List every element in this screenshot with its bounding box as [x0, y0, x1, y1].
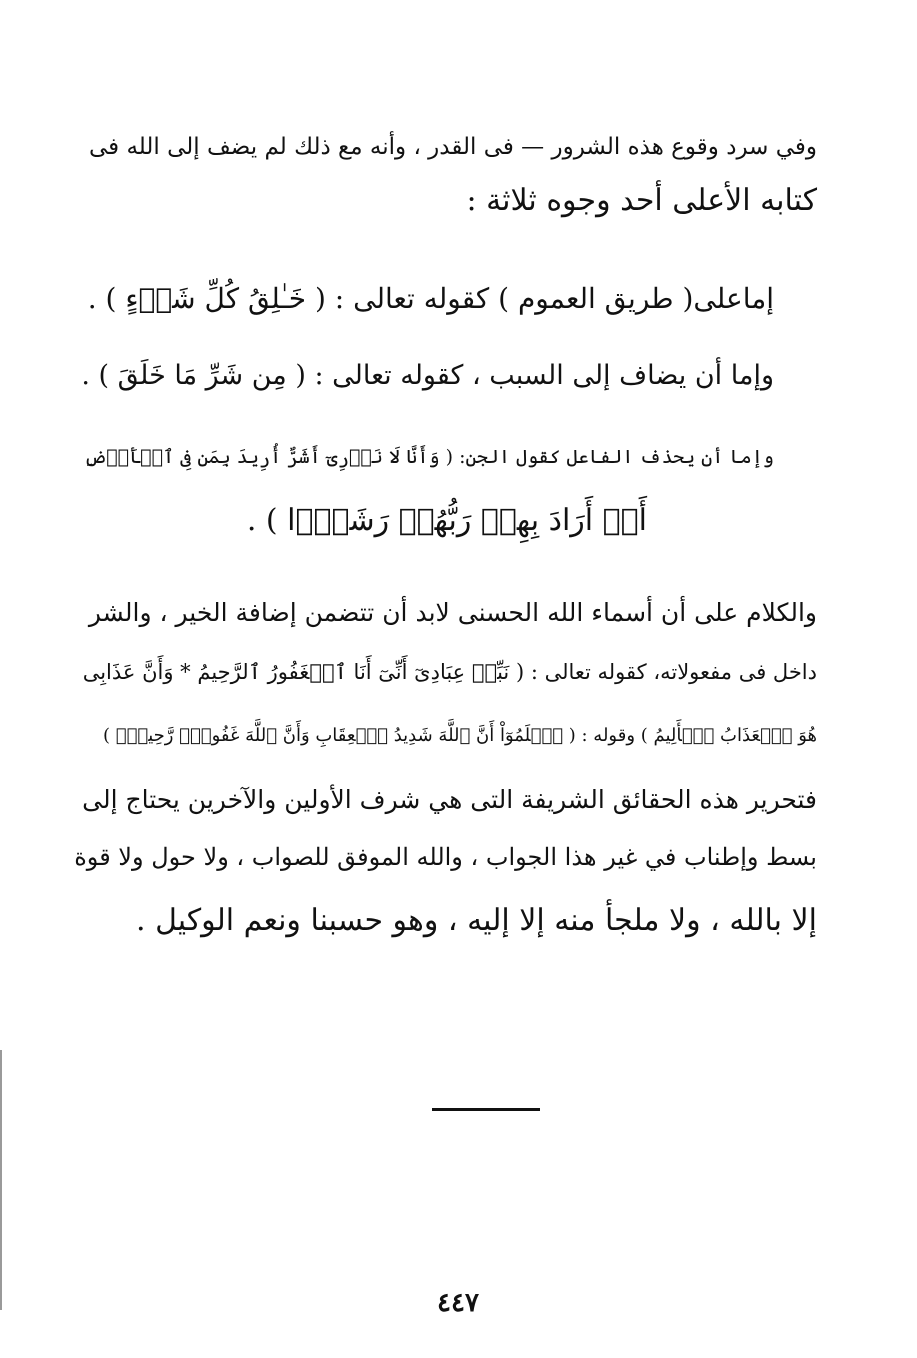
- closing-line-5: بسط وإطناب في غير هذا الجواب ، والله الموفق للصواب ، ولا حول ولا قوة: [74, 843, 817, 871]
- scan-edge-line: [0, 1050, 2, 1310]
- intro-line-1: وفي سرد وقوع هذه الشرور — فى القدر ، وأنه مع ذلك لم يضف إلى الله فى: [88, 134, 817, 160]
- closing-line-2: داخل فى مفعولاته، كقوله تعالى : ( نَبِّئۡ عِبَادِىٓ أَنِّىٓ أَنَا ٱلۡغَفُورُ ٱلرَّحِيمُ * وَأَنَّ عَذَابِى: [82, 660, 817, 684]
- intro-line-2: كتابه الأعلى أحد وجوه ثلاثة :: [466, 183, 817, 218]
- page-number: ٤٤٧: [437, 1288, 479, 1318]
- way-3-line-2: أَمۡ أَرَادَ بِهِمۡ رَبُّهُمۡ رَشَدً۬ا ) .: [246, 503, 647, 538]
- way-1-line: إماعلى( طريق العموم ) كقوله تعالى : ( خَـٰلِقُ كُلِّ شَىۡءٍ ) .: [87, 282, 774, 315]
- closing-line-4: فتحرير هذه الحقائق الشريفة التى هي شرف الأولين والآخرين يحتاج إلى: [82, 785, 817, 814]
- closing-line-6: إلا بالله ، ولا ملجأ منه إلا إليه ، وهو حسبنا ونعم الوكيل .: [136, 903, 817, 938]
- section-divider: [432, 1108, 540, 1111]
- closing-line-1: والكلام على أن أسماء الله الحسنى لابد أن تتضمن إضافة الخير ، والشر: [88, 598, 817, 627]
- way-3-line-1: وإما أن يحذف الفاعل كقول الجن: ( وَأَنَّا لَا نَدۡرِىٓ أَشَرٌّ أُرِيدَ بِمَن فِى ٱلۡأَرۡضِ: [83, 446, 774, 468]
- closing-line-3: هُوَ ٱلۡعَذَابُ ٱلۡأَلِيمُ ) وقوله : ( ٱعۡلَمُوٓاْ أَنَّ ٱللَّهَ شَدِيدُ ٱلۡعِقَابِ وَأَنَّ ٱللَّهَ غَفُورٌ۬ رَّحِيمٌ۬ ): [103, 725, 817, 746]
- way-2-line: وإما أن يضاف إلى السبب ، كقوله تعالى : ( مِن شَرِّ مَا خَلَقَ ) .: [81, 360, 774, 391]
